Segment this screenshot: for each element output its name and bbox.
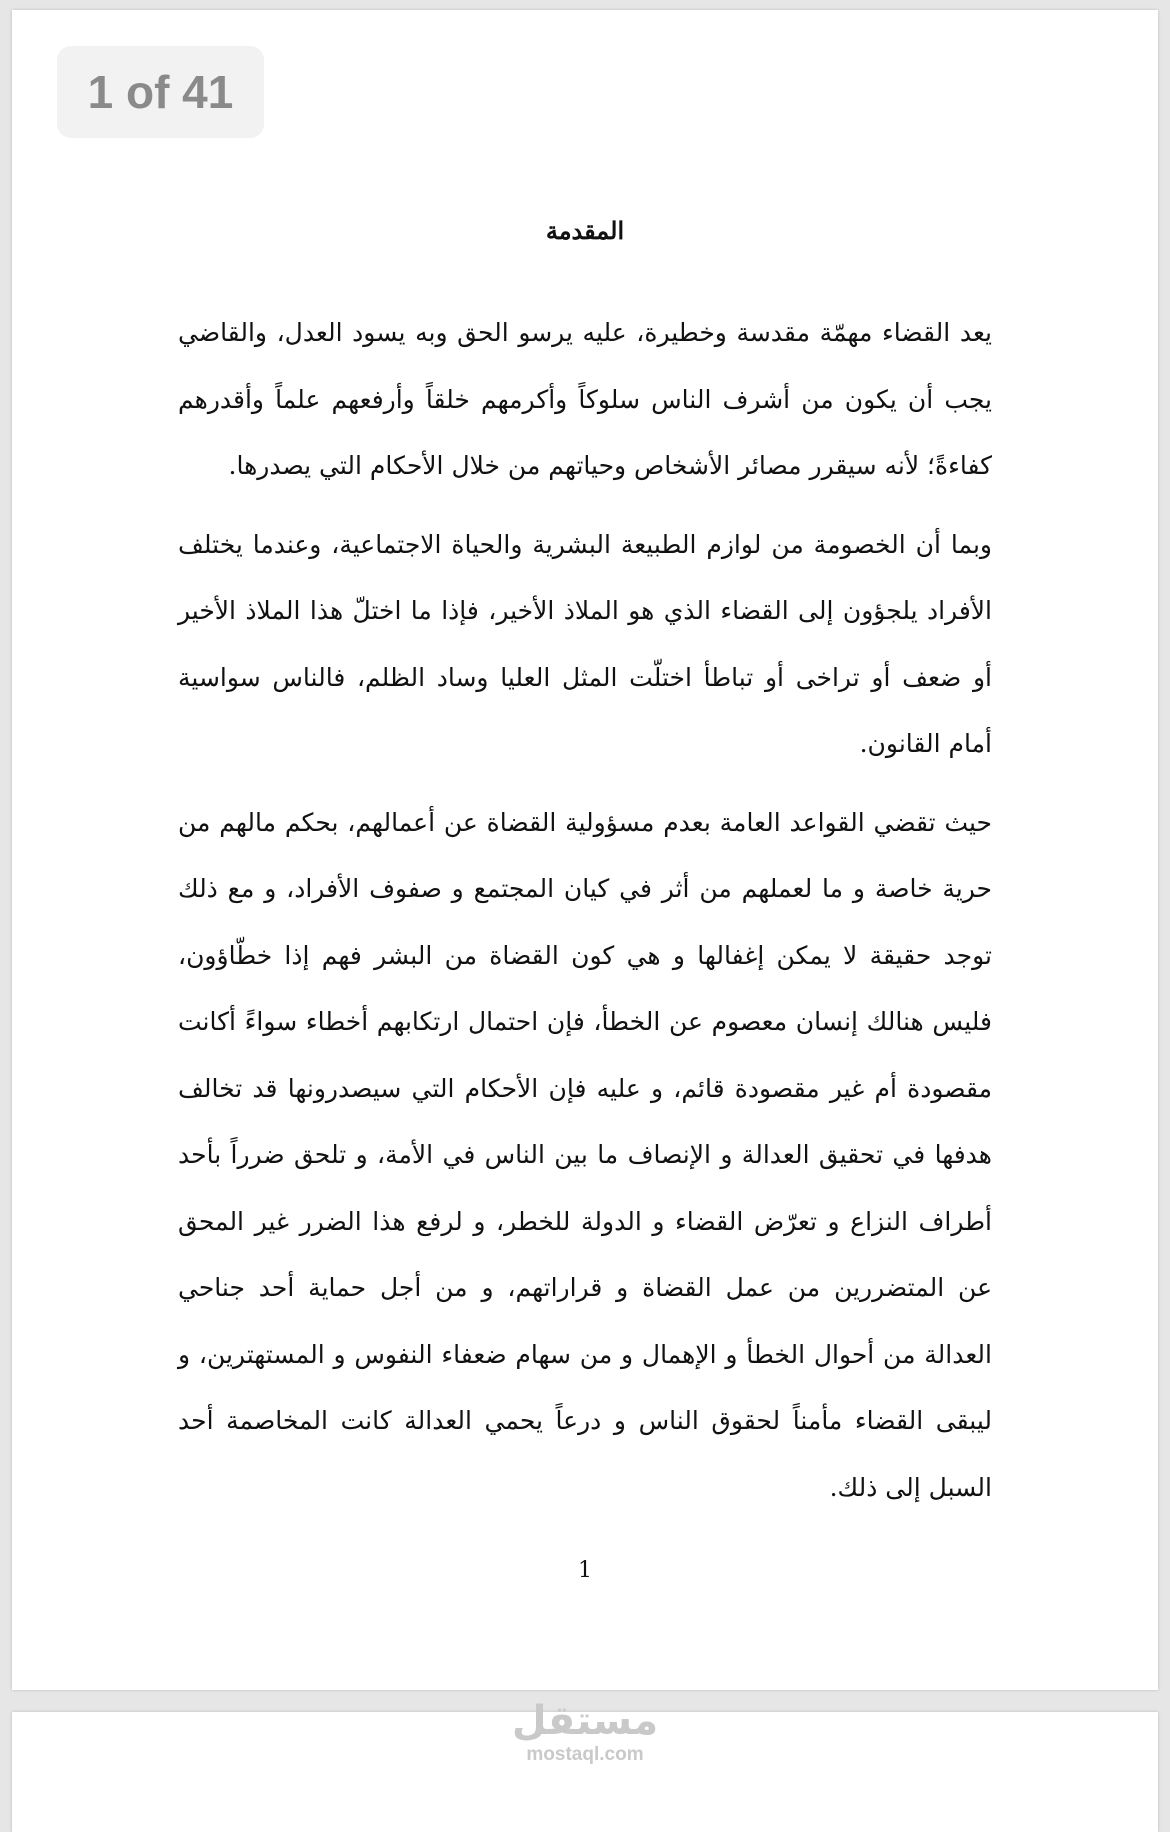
paragraph-1: يعد القضاء مهمّة مقدسة وخطيرة، عليه يرسو الحق وبه يسود العدل، والقاضي يجب أن يكون من أشرف الناس سلوكاً وأكرمهم خلقاً وأرفعهم علماً وأقدرهم كفاءةً؛ لأنه سيقرر مصائر الأشخاص وحياتهم من خلال الأحكام التي يصدرها.	[178, 318, 992, 480]
page-indicator: 1 of 41	[57, 46, 264, 138]
page-number: 1	[578, 1558, 592, 1583]
paragraph-2: وبما أن الخصومة من لوازم الطبيعة البشرية والحياة الاجتماعية، وعندما يختلف الأفراد يلجؤون إلى القضاء الذي هو الملاذ الأخير، فإذا ما اختلّ هذا الملاذ الأخير أو ضعف أو تراخى أو تباطأ اختلّت المثل العليا وساد الظلم، فالناس سواسية أمام القانون.	[178, 529, 992, 758]
document-body	[178, 300, 992, 1521]
watermark-logo: مستقل	[511, 1698, 659, 1744]
document-page	[12, 10, 1158, 1690]
watermark	[485, 1698, 685, 1766]
document-title: المقدمة	[545, 216, 625, 245]
watermark-url: mostaql.com	[526, 1744, 644, 1765]
paragraph-3: حيث تقضي القواعد العامة بعدم مسؤولية القضاة عن أعمالهم، بحكم مالهم من حرية خاصة و ما لعملهم من أثر في كيان المجتمع و صفوف الأفراد، و مع ذلك توجد حقيقة لا يمكن إغفالها و هي كون القضاة من البشر فهم إذا خطّاؤون، فليس هنالك إنسان معصوم عن الخطأ، فإن احتمال ارتكابهم أخطاء سواءً أكانت مقصودة أم غير مقصودة قائم، و عليه فإن الأحكام التي سيصدرونها قد تخالف هدفها في تحقيق العدالة و الإنصاف ما بين الناس في الأمة، و تلحق ضرراً بأحد أطراف النزاع و تعرّض القضاء و الدولة للخطر، و لرفع هذا الضرر غير المحق عن المتضررين من عمل القضاة و قراراتهم، و من أجل حماية أحد جناحي العدالة من أحوال الخطأ و الإهمال و من سهام ضعفاء النفوس و المستهترين، و ليبقى القضاء مأمناً لحقوق الناس و درعاً يحمي العدالة كانت المخاصمة أحد السبل إلى ذلك.	[178, 807, 992, 1502]
